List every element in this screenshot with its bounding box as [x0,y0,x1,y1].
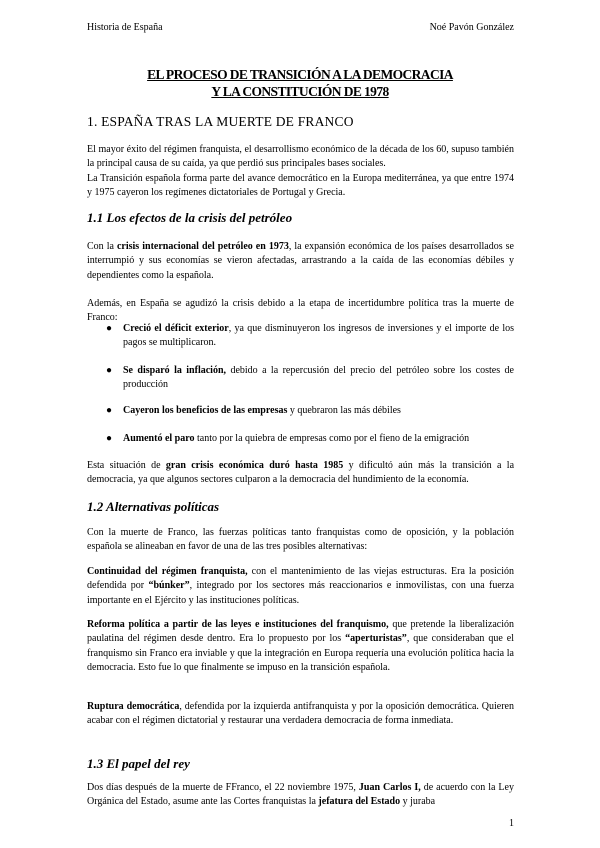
section-1-p2: La Transición española forma parte del avance democrático en la Europa mediterránea, ya que entre 1974 y 1975 cayeron los regímenes dictatoriales de Portugal y Grecia. [87,172,514,198]
section-1-2-heading: 1.2 Alternativas políticas [87,499,220,514]
section-1-1-p1 [87,240,514,283]
header-left: Historia de España [87,22,163,33]
document-title [87,66,513,100]
text-run: , defendida por la izquierda antifranquista y por la oposición democrática. Quieren acabar con el régimen dictatorial y restaurar una verdadera democracia de forma inmediata. [87,701,514,727]
title-line-1: EL PROCESO DE TRANSICIÓN A LA DEMOCRACIA [147,67,453,82]
bullet-icon: ● [106,323,113,334]
bold-run: “aperturistas” [345,633,407,645]
bullet-bold: Se disparó la inflación, [123,365,227,376]
text-run: y juraba [400,796,436,808]
section-1-2-p1: Con la muerte de Franco, las fuerzas políticas tanto franquistas como de oposición, y la población española se alineaban en favor de una de las tres posibles alternativas: [87,527,514,553]
bold-run: jefatura del Estado [318,796,401,808]
bullet-text: debido a la repercusión del precio del petróleo sobre los costes de producción [123,365,514,391]
bullet-bold: Cayeron los beneficios de las empresas [123,405,288,416]
text-run: , integrado por los sectores más reaccionarios e inmovilistas, con una fuerza importante en el Ejército y las instituciones políticas. [87,580,515,606]
header-right: Noé Pavón González [429,22,514,33]
bold-run: Reforma política a partir de las leyes e instituciones del franquismo, [87,619,389,630]
page-number: 1 [509,818,514,829]
text-run: y dificultó aún más la transición a la democracia, ya que algunos sectores culparon a la democracia del hundimiento de la economía. [87,460,515,486]
bold-run: gran crisis económica duró hasta 1985 [165,460,344,471]
section-1-1-p2: Además, en España se agudizó la crisis debido a la etapa de incertidumbre política tras la muerte de Franco: [87,298,514,324]
bullet-bold: Creció el déficit exterior [123,323,229,334]
bold-run: “búnker” [148,580,190,592]
text-run: Dos días después de la muerte de FFranco, el 22 noviembre 1975, [87,782,359,793]
section-1-1-p3 [87,459,514,488]
section-1-1-heading: 1.1 Los efectos de la crisis del petróleo [87,210,293,225]
bullet-bold: Aumentó el paro [123,433,195,444]
bullet-item [123,364,514,393]
bold-run: Ruptura democrática [87,701,180,712]
bullet-text: , ya que disminuyeron los ingresos de inversiones y el importe de los pagos se multiplicaron. [123,323,514,349]
bold-run: crisis internacional del petróleo en 1973 [116,241,289,252]
bullet-text: tanto por la quiebra de empresas como por el fieno de la emigración [194,433,470,444]
text-run: , que consideraban que el franquismo sin Franco era inviable y que la integración en Europa requería una evolución política hacia la democracia. Esto fue lo que finalmente se impuso en la transición española. [87,633,514,673]
text-run: que pretende la liberalización paulatina del régimen desde dentro. Era lo propuesto por los [87,619,514,645]
section-1-heading: 1. ESPAÑA TRAS LA MUERTE DE FRANCO [87,114,354,129]
text-run: Con la [87,241,117,252]
text-run: Esta situación de [87,460,166,471]
text-run: de acuerdo con la Ley Orgánica del Estado, asume ante las Cortes franquistas la [87,782,514,808]
bullet-icon: ● [106,433,113,444]
bold-run: Continuidad del régimen franquista, [87,566,248,577]
text-run: con el mantenimiento de las viejas estructuras. Era la posición defendida por [87,566,515,592]
bullet-text: y quebraron las más débiles [287,405,401,416]
alternative-rupture [87,700,514,729]
section-1-paragraph [87,143,514,200]
bold-run: Juan Carlos I, [358,782,421,793]
section-1-p1: El mayor éxito del régimen franquista, el desarrollismo económico de la década de los 60, supuso también la principal causa de su caída, ya que perdió sus principales bases sociales. [87,144,514,170]
bullet-icon: ● [106,365,113,376]
alternative-reform [87,618,514,675]
section-1-3-heading: 1.3 El papel del rey [87,756,190,771]
bullet-icon: ● [106,405,113,416]
title-line-2: Y LA CONSTITUCIÓN DE 1978 [211,84,389,99]
bullet-item [123,432,514,446]
text-run: , la expansión económica de los países desarrollados se interrumpió y sus economías se vieron afectadas, arrastrando a la caída de las economías débiles y dependientes como la española. [87,241,514,281]
section-1-3-p1 [87,781,514,810]
bullet-item [123,404,514,418]
alternative-continuity [87,565,514,608]
bullet-item [123,322,514,351]
